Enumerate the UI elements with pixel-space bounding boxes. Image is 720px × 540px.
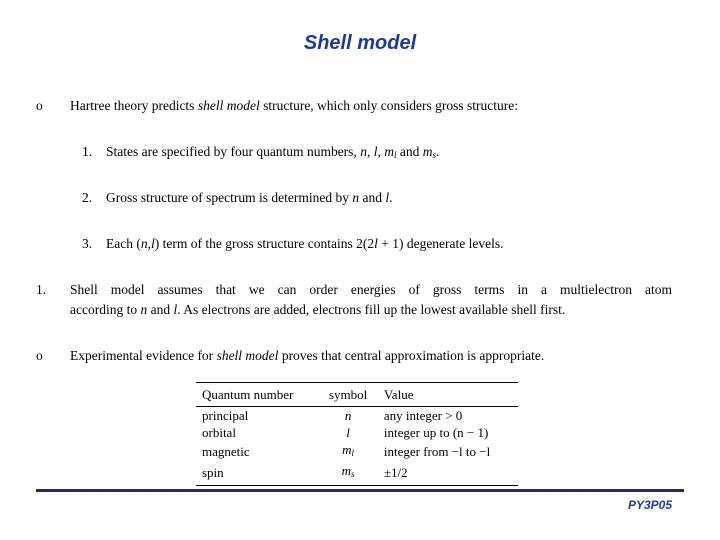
text-run-italic: n,l [140, 236, 155, 251]
text-run: + 1) degenerate levels. [377, 236, 504, 251]
subitem-quantum-numbers [106, 142, 686, 165]
subscript: l [393, 150, 397, 160]
text-run: Experimental evidence for [70, 348, 217, 363]
text-run-italic: m [422, 144, 433, 159]
text-run-italic: shell model [216, 348, 279, 363]
bullet-hartree [70, 96, 690, 116]
cell-symbol [318, 424, 378, 441]
text-run: structure, which only considers gross structure: [259, 98, 519, 113]
subitem-gross-structure [106, 188, 686, 208]
text-run: Each ( [106, 236, 141, 251]
table-row [196, 441, 518, 462]
bullet-experimental-evidence [70, 346, 690, 366]
bullet-shell-order-line-1 [70, 280, 672, 300]
symbol-base: m [342, 442, 352, 457]
text-run: . [389, 190, 393, 205]
cell-symbol [318, 407, 378, 425]
cell-value: any integer > 0 [383, 408, 463, 423]
text-run: Hartree theory predicts [70, 98, 198, 113]
subitem-marker: 1. [82, 144, 93, 159]
text-run: and [359, 190, 386, 205]
table-row [196, 407, 518, 425]
cell-name: spin [196, 462, 318, 486]
cell-value: ±1/2 [378, 462, 518, 486]
bullet-marker: 1. [36, 282, 47, 297]
slide-title: Shell model [303, 32, 417, 54]
bullet-marker: o [36, 348, 43, 363]
footer-course-code: PY3P05 [627, 498, 672, 512]
symbol-base: n [344, 408, 352, 423]
symbol-subscript: s [351, 469, 355, 479]
text-run-italic: shell model [197, 98, 260, 113]
symbol-base: l [346, 425, 350, 440]
text-run-italic: n [140, 302, 148, 317]
text-run: Shell model assumes that we can order energies of gross terms in a multielectron atom [70, 282, 672, 297]
bullet-marker: o [36, 98, 43, 113]
symbol-subscript: l [351, 448, 355, 458]
cell-symbol [318, 462, 378, 486]
header-value: Value [378, 383, 518, 407]
subitem-degenerate-levels [106, 234, 686, 254]
text-run: and [147, 302, 174, 317]
text-run: proves that central approximation is appropriate. [278, 348, 545, 363]
subitem-marker: 2. [82, 190, 93, 205]
header-symbol: symbol [318, 383, 378, 407]
text-run-italic: l [173, 302, 178, 317]
text-run-italic: l [385, 190, 390, 205]
text-run: . [435, 144, 440, 159]
quantum-number-table [196, 382, 518, 486]
cell-value: integer up to (n − 1) [383, 425, 489, 440]
table-row [196, 424, 518, 441]
footer-divider [36, 489, 684, 492]
text-run: ) term of the gross structure contains 2(2 [154, 236, 375, 251]
header-quantum-number: Quantum number [196, 383, 318, 407]
subitem-marker: 3. [82, 236, 93, 251]
text-run: according to [70, 302, 141, 317]
cell-name: magnetic [202, 444, 250, 459]
text-run: . As electrons are added, electrons fill up the lowest available shell first. [177, 302, 566, 317]
subscript: s [432, 150, 436, 160]
text-run-italic: l [374, 236, 378, 251]
symbol-base: m [341, 463, 352, 478]
text-run: States are specified by four quantum numbers, [106, 144, 361, 159]
cell-value: integer from −l to −l [383, 444, 491, 459]
bullet-shell-order-line-2 [70, 300, 680, 320]
table-header-row [196, 383, 518, 407]
text-run-italic: n [352, 190, 360, 205]
cell-name: orbital [202, 425, 236, 440]
text-run: Gross structure of spectrum is determined by [106, 190, 353, 205]
table-row [196, 462, 518, 486]
cell-symbol [318, 441, 378, 462]
text-run-italic: n, l, m [360, 144, 394, 159]
text-run: and [396, 144, 423, 159]
cell-name: principal [202, 408, 249, 423]
